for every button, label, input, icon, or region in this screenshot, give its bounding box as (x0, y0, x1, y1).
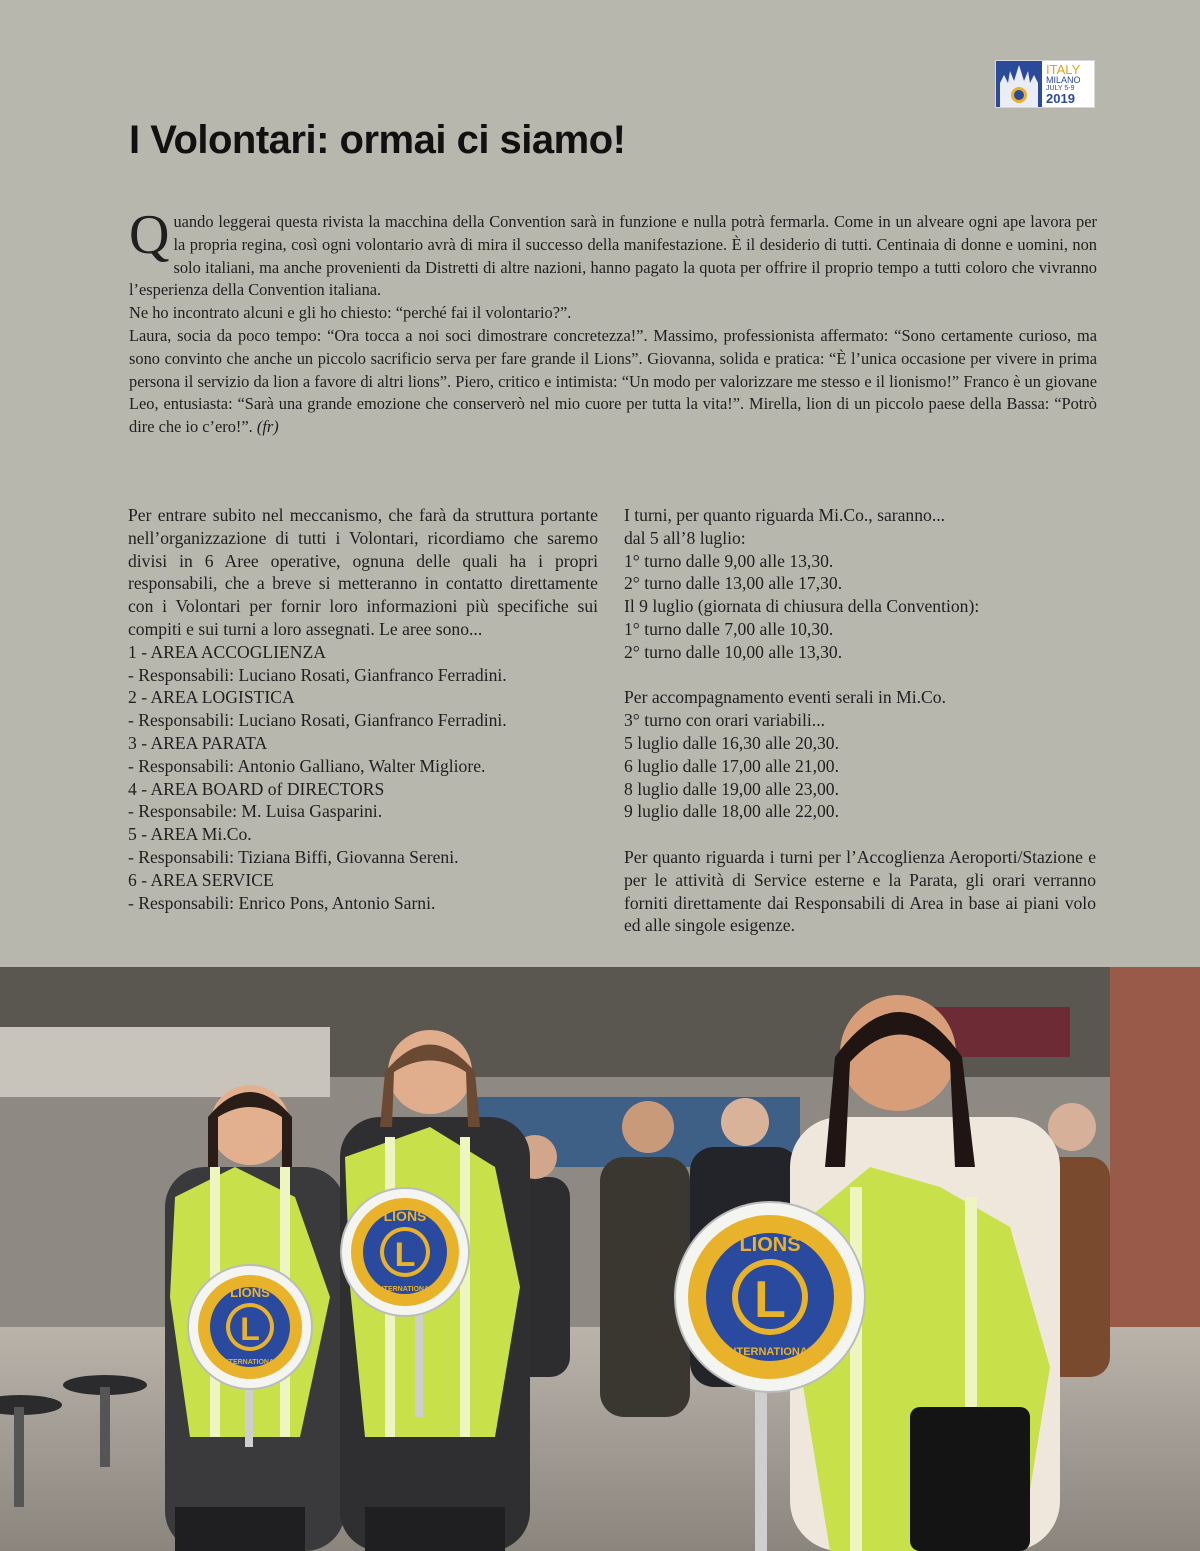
evening-line: 9 luglio dalle 18,00 alle 22,00. (624, 801, 839, 822)
sign-3-bottom-text: INTERNATIONAL (725, 1346, 815, 1358)
sign-1-letter: L (240, 1311, 260, 1347)
logo-dates: JULY 5-9 (1046, 85, 1075, 92)
sign-2-bottom-text: INTERNATIONAL (376, 1286, 434, 1293)
area-line: - Responsabili: Luciano Rosati, Gianfranco Ferradini. (128, 664, 507, 685)
area-line: 3 - AREA PARATA (128, 732, 268, 753)
volunteers-photo (0, 967, 1200, 1551)
shift-line: dal 5 all’8 luglio: (624, 527, 746, 548)
shift-line: 2° turno dalle 10,00 alle 13,30. (624, 641, 843, 662)
area-line: - Responsabili: Luciano Rosati, Gianfranco Ferradini. (128, 710, 507, 731)
intro-paragraph-1: uando leggerai questa rivista la macchina della Convention sarà in funzione e nulla potrà fermarla. Come in un alveare ogni ape lavora per la propria regina, così ogni volontario avrà di mira il successo della manifestazione. È il desiderio di tutti. Centinaia di donne e uomini, non solo italiani, ma anche provenienti da Distretti di altre nazioni, hanno pagato la quota per offrire il proprio tempo a tutti coloro che vivranno l’esperienza della Convention italiana. (129, 212, 1097, 300)
area-line: - Responsabili: Enrico Pons, Antonio Sarni. (128, 892, 436, 913)
area-line: - Responsabile: M. Luisa Gasparini. (128, 801, 383, 822)
sign-3-top-text: LIONS (739, 1234, 801, 1256)
shift-line: Il 9 luglio (giornata di chiusura della Convention): (624, 596, 980, 617)
intro-text (129, 204, 1097, 439)
area-line: - Responsabili: Antonio Galliano, Walter Migliore. (128, 755, 486, 776)
shift-line: 1° turno dalle 7,00 alle 10,30. (624, 618, 834, 639)
closing-paragraph: Per quanto riguarda i turni per l’Accoglienza Aeroporti/Stazione e per le attività di Service esterne e la Parata, gli orari verranno forniti direttamente dai Responsabili di Area in base ai piani volo ed alle singole esigenze. (624, 846, 1096, 936)
area-line: 2 - AREA LOGISTICA (128, 687, 295, 708)
sign-3-letter: L (754, 1271, 786, 1329)
evening-line: Per accompagnamento eventi serali in Mi.Co. (624, 687, 946, 708)
shift-line: 1° turno dalle 9,00 alle 13,30. (624, 550, 834, 571)
author-signature: (fr) (256, 417, 279, 437)
sign-1-top-text: LIONS (230, 1285, 270, 1300)
sign-2-letter: L (394, 1236, 416, 1274)
article-title: I Volontari: ormai ci siamo! (129, 118, 626, 162)
drop-cap: Q (129, 204, 170, 266)
right-column (624, 504, 1096, 937)
area-line: 6 - AREA SERVICE (128, 869, 274, 890)
duomo-lions-emblem-icon (996, 61, 1042, 107)
sign-1-bottom-text: INTERNATIONAL (221, 1359, 279, 1366)
area-line: 4 - AREA BOARD of DIRECTORS (128, 778, 385, 799)
shift-line: I turni, per quanto riguarda Mi.Co., saranno... (624, 505, 946, 525)
evening-line: 6 luglio dalle 17,00 alle 21,00. (624, 755, 839, 776)
shift-line: 2° turno dalle 13,00 alle 17,30. (624, 573, 843, 594)
logo-year: 2019 (1046, 91, 1075, 106)
area-line: - Responsabili: Tiziana Biffi, Giovanna Sereni. (128, 846, 459, 867)
area-line: 1 - AREA ACCOGLIENZA (128, 641, 326, 662)
sign-2-top-text: LIONS (383, 1208, 427, 1224)
intro-paragraph-3: Laura, socia da poco tempo: “Ora tocca a noi soci dimostrare concretezza!”. Massimo, professionista affermato: “Sono certamente curioso, ma sono convinto che anche un piccolo sacrificio serva per fare grande il Lions”. Giovanna, solida e pratica: “È l’unica occasione per vivere in prima persona il servizio da lion a favore di altri lions”. Piero, critico e intimista: “Un modo per valorizzare me stesso e il lionismo!” Franco è un giovane Leo, entusiasta: “Sarà una grande emozione che conserverò nel mio cuore per tutta la vita!”. Mirella, lion di un piccolo paese della Bassa: “Potrò dire che io c’ero!”. (129, 325, 1097, 437)
areas-intro-paragraph: Per entrare subito nel meccanismo, che farà da struttura portante nell’organizzazione di tutti i Volontari, ricordiamo che saremo divisi in 6 Aree operative, ognuna delle quali ha i propri responsabili, che a breve si metteranno in contatto direttamente con i Volontari per fornir loro informazioni più specifiche sui compiti e sui turni a loro assegnati. Le aree sono... (128, 505, 598, 639)
evening-line: 8 luglio dalle 19,00 alle 23,00. (624, 778, 839, 799)
evening-line: 5 luglio dalle 16,30 alle 20,30. (624, 732, 839, 753)
logo-city: MILANO (1046, 75, 1081, 85)
area-line: 5 - AREA Mi.Co. (128, 824, 252, 845)
left-column (128, 504, 598, 914)
evening-line: 3° turno con orari variabili... (624, 710, 825, 731)
logo-country: ITALY (1046, 62, 1081, 77)
photo-illustration (0, 967, 1200, 1551)
intro-paragraph-2: Ne ho incontrato alcuni e gli ho chiesto: “perché fai il volontario?”. (129, 303, 572, 323)
convention-logo (995, 60, 1095, 108)
